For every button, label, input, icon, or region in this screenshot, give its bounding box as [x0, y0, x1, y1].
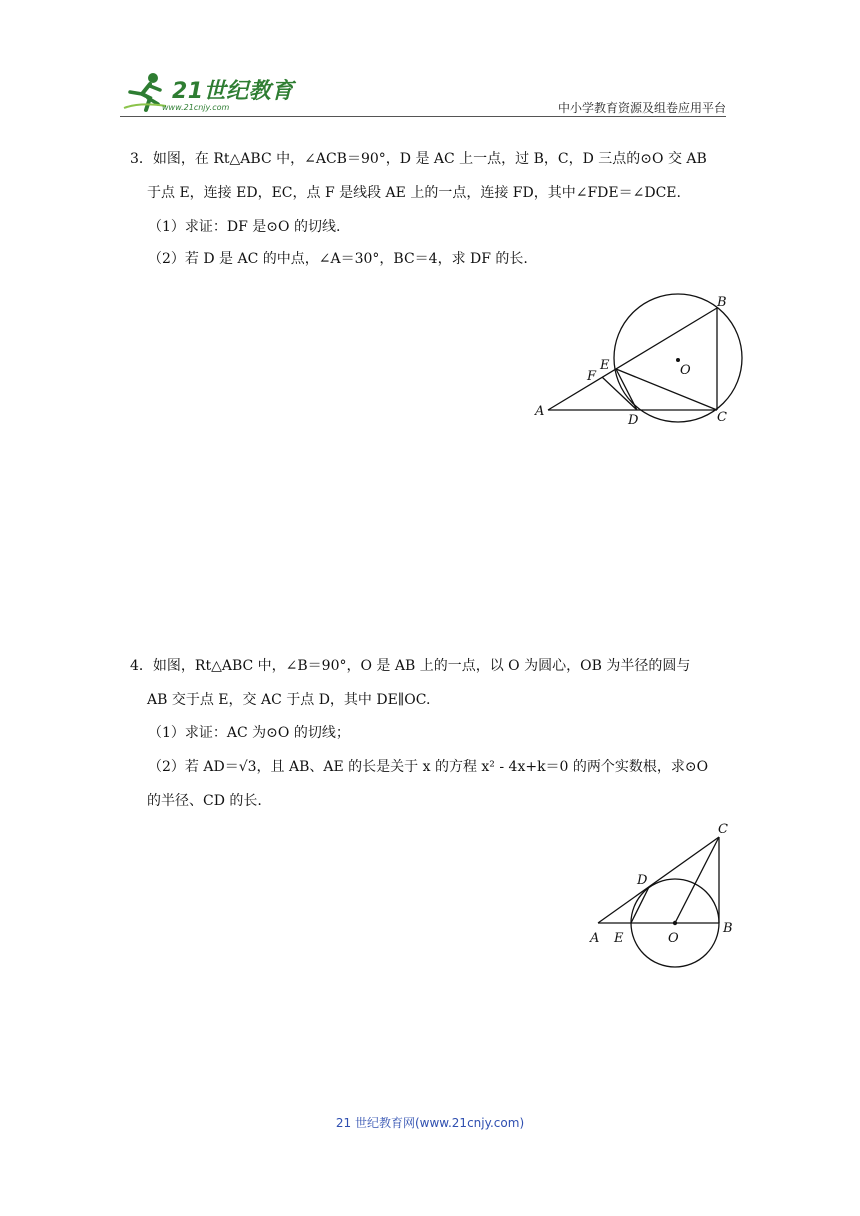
label-b: B — [723, 921, 733, 936]
label-o: O — [668, 931, 679, 946]
segment-fd — [602, 377, 637, 410]
logo-text: 21世纪教育 — [172, 79, 294, 104]
label-b: B — [717, 295, 727, 310]
problem-4-part1: （1）求证：AC 为⊙O 的切线； — [148, 725, 350, 741]
problem-4-part2-cont: 的半径、CD 的长. — [147, 793, 262, 809]
label-o: O — [680, 363, 691, 378]
problem-3-part1: （1）求证：DF 是⊙O 的切线. — [148, 219, 341, 235]
problem-3-figure — [530, 290, 760, 430]
logo-url: www.21cnjy.com — [162, 103, 230, 112]
label-d: D — [637, 873, 648, 888]
label-d: D — [628, 413, 639, 428]
site-logo[interactable] — [120, 68, 310, 118]
problem-4-figure — [585, 815, 745, 975]
problem-3-statement-line1: 3．如图，在 Rt△ABC 中，∠ACB＝90°，D 是 AC 上一点，过 B，C，D 三点的⊙O 交 AB — [130, 151, 707, 167]
problem-4-statement-line2: AB 交于点 E，交 AC 于点 D，其中 DE∥OC. — [147, 692, 431, 708]
problem-3-statement-line2: 于点 E，连接 ED，EC，点 F 是线段 AE 上的一点，连接 FD，其中∠FDE＝∠DCE. — [147, 185, 681, 201]
problem-4-part2: （2）若 AD＝√3，且 AB、AE 的长是关于 x 的方程 x² - 4x+k＝0 的两个实数根，求⊙O — [148, 759, 709, 775]
page-header — [120, 68, 726, 120]
segment-ab — [548, 308, 717, 410]
label-f: F — [587, 369, 597, 384]
problem-3-part2: （2）若 D 是 AC 的中点，∠A＝30°，BC＝4，求 DF 的长. — [148, 251, 528, 267]
label-c: C — [717, 410, 727, 425]
label-e: E — [614, 931, 624, 946]
label-a: A — [535, 404, 545, 419]
footer-link[interactable]: 21 世纪教育网(www.21cnjy.com) — [335, 1116, 525, 1130]
segment-ac — [598, 837, 719, 923]
label-a: A — [590, 931, 600, 946]
platform-caption: 中小学教育资源及组卷应用平台 — [557, 101, 726, 115]
label-e: E — [600, 358, 610, 373]
problem-4-statement-line1: 4．如图，Rt△ABC 中，∠B＝90°，O 是 AB 上的一点，以 O 为圆心，OB 为半径的圆与 — [130, 658, 691, 674]
segment-ed — [616, 369, 637, 410]
center-o-dot — [676, 358, 680, 362]
label-c: C — [718, 822, 728, 837]
header-divider — [120, 116, 726, 117]
center-o-dot — [673, 921, 677, 925]
